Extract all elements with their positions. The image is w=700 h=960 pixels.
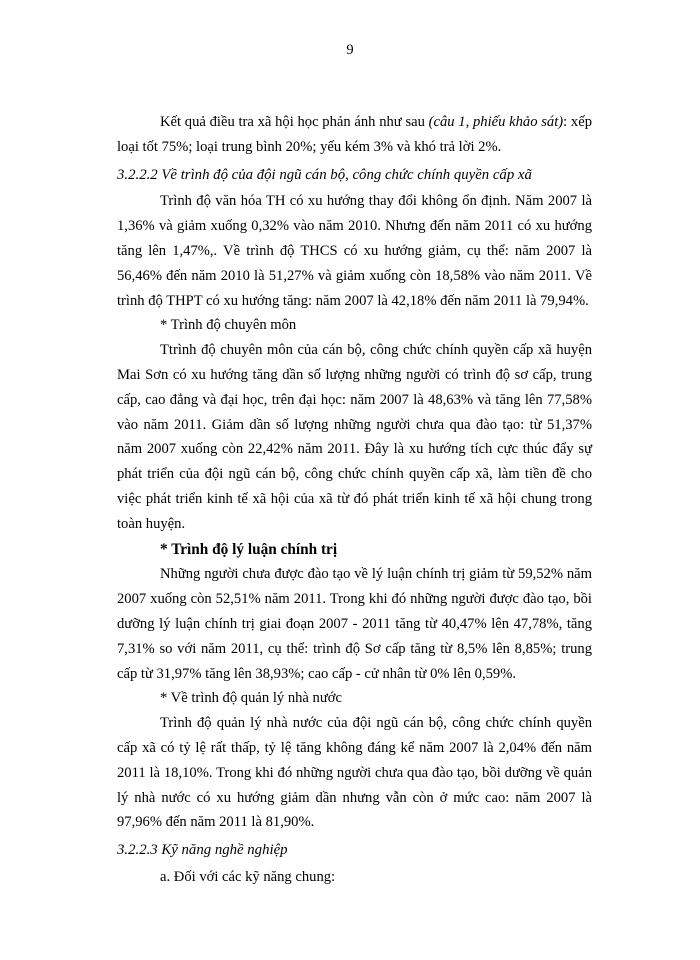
text-run: : xếp loại tốt 75%; loại trung bình 20%; yếu kém 3% và khó trả lời 2%. [117,114,593,155]
subheading-general-skills: a. Đối với các kỹ năng chung: [160,868,336,885]
subheading-political-theory: * Trình độ lý luận chính trị [160,540,338,558]
survey-result-paragraph [117,110,592,160]
professional-level-paragraph: Ttrình độ chuyên môn của cán bộ, công chức chính quyền cấp xã huyện Mai Sơn có xu hướng tăng dần số lượng những người có trình độ sơ cấp, trung cấp, cao đẳng và đại học, trên đại học: năm 2007 là 48,63% và tăng lên 77,58% vào năm 2011. Giảm dần số lượng những người chưa qua đào tạo: từ 51,37% năm 2007 xuống còn 22,42% năm 2011. Đây là xu hướng tích cực thúc đẩy sự phát triển của đội ngũ cán bộ, công chức chính quyền cấp xã, làm tiền đề cho việc phát triển kinh tế xã hội của xã từ đó phát triển kinh tế xã hội chung trong toàn huyện. [117,342,592,532]
subheading-professional-level: * Trình độ chuyên môn [160,317,297,334]
page-number: 9 [346,42,354,58]
text-run: Kết quả điều tra xã hội học phản ánh như sau [160,114,429,130]
italic-citation: (câu 1, phiếu khảo sát) [428,114,564,130]
political-theory-paragraph: Những người chưa được đào tạo về lý luận chính trị giảm từ 59,52% năm 2007 xuống còn 52,51% năm 2011. Trong khi đó những người được đào tạo, bồi dưỡng lý luận chính trị giai đoạn 2007 - 2011 tăng từ 40,47% lên 47,78%, tăng 7,31% so với năm 2011, cụ thể: trình độ Sơ cấp tăng từ 8,5% lên 8,85%; trung cấp từ 31,97% tăng lên 38,93%; cao cấp - cử nhân từ 0% lên 0,59%. [117,566,592,682]
state-management-paragraph: Trình độ quản lý nhà nước của đội ngũ cán bộ, công chức chính quyền cấp xã có tỷ lệ rất thấp, tỷ lệ tăng không đáng kể năm 2007 là 2,04% đến năm 2011 là 18,10%. Trong khi đó những người chưa qua đào tạo, bồi dưỡng về quản lý nhà nước có xu hướng giảm dần nhưng vẫn còn ở mức cao: năm 2007 là 97,96% đến năm 2011 là 81,90%. [117,715,592,831]
subheading-state-management: * Về trình độ quản lý nhà nước [160,690,342,707]
section-heading-3-2-2-3: 3.2.2.3 Kỹ năng nghề nghiệp [117,842,288,859]
education-level-paragraph: Trình độ văn hóa TH có xu hướng thay đổi không ổn định. Năm 2007 là 1,36% và giảm xuống 0,32% vào năm 2010. Nhưng đến năm 2011 có xu hướng tăng lên 1,47%,. Về trình độ THCS có xu hướng giảm, cụ thể: năm 2007 là 56,46% đến năm 2010 là 51,27% và giảm xuống còn 18,58% vào năm 2011. Về trình độ THPT có xu hướng tăng: năm 2007 là 42,18% đến năm 2011 là 79,94%. [117,193,592,309]
section-heading-3-2-2-2: 3.2.2.2 Về trình độ của đội ngũ cán bộ, công chức chính quyền cấp xã [117,166,532,183]
page-content [117,110,592,890]
